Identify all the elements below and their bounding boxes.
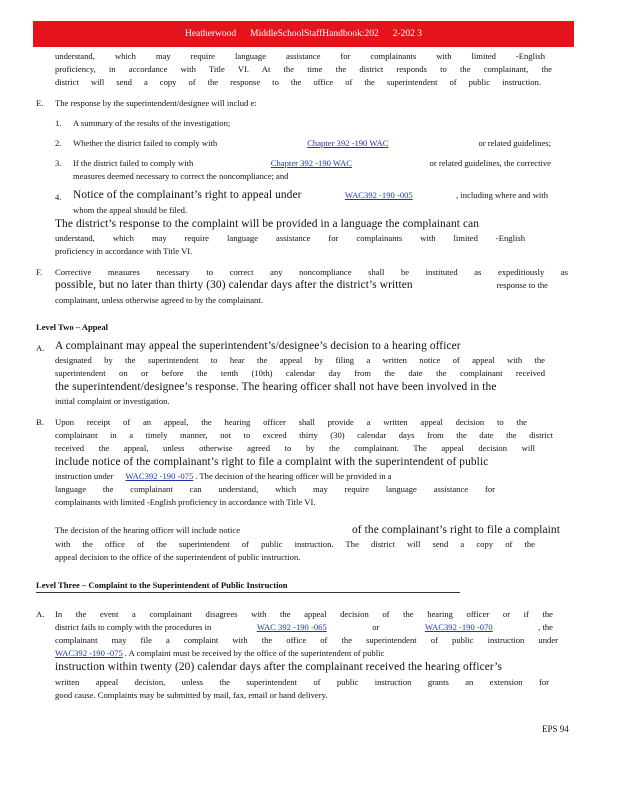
level2-b-line-2: complainant in a timely manner, not to exceed thirty (30) calendar days from the date the district	[55, 430, 553, 440]
level2-b-line-6: language the complainant can understand, which may require language assistance for	[55, 484, 495, 494]
level2-para-line-3: appeal decision to the office of the superintendent of public instruction.	[55, 552, 301, 562]
wac-075-link-2[interactable]: WAC392 -190 -075	[55, 648, 123, 658]
level2-b-line-5-post: . The decision of the hearing officer will be provided in a	[195, 471, 392, 481]
item-3-line-2: measures deemed necessary to correct the noncompliance; and	[73, 171, 289, 181]
level-three-heading: Level Three – Complaint to the Superintendent of Public Instruction	[36, 580, 288, 590]
level3-a-line-7: good cause. Complaints may be submitted by mail, fax, email or hand delivery.	[55, 690, 328, 700]
section-f-line-2	[55, 279, 548, 292]
level2-para-line-1	[55, 524, 560, 537]
level3-a-big: instruction within twenty (20) calendar days after the complainant received the hearing officer’s	[55, 661, 503, 673]
level2-b-line-5-pre: instruction under	[55, 471, 114, 481]
level2-b-marker: B.	[36, 417, 44, 427]
level2-b-line-7: complainants with limited -English proficiency in accordance with Title VI.	[55, 497, 316, 507]
wac-070-link[interactable]: WAC392 -190 -070	[424, 622, 493, 632]
section-f-marker: F.	[36, 267, 43, 277]
level2-b-line-1: Upon receipt of an appeal, the hearing officer shall provide a written appeal decision to the	[55, 417, 527, 427]
item-2-post: or related guidelines;	[478, 138, 551, 148]
level2-b-big: include notice of the complainant’s right to file a complaint with the superintendent of public	[55, 456, 489, 468]
item-2-number: 2.	[55, 138, 62, 148]
wac-075-link-1[interactable]: WAC392 -190 -075	[125, 471, 194, 481]
header-year: 2-202 3	[392, 29, 423, 39]
level2-a-big-1: A complainant may appeal the superintendent’s/designee’s decision to a hearing officer	[55, 340, 461, 352]
level-three-underline	[36, 592, 460, 593]
level2-b-line-5	[55, 471, 547, 482]
item-4-post: , including where and with	[456, 190, 548, 200]
section-f-line-2-tail: response to the	[496, 280, 548, 290]
item-4-number: 4.	[55, 192, 62, 202]
header-title: MiddleSchoolStaffHandbook:202	[250, 29, 379, 39]
item-3-number: 3.	[55, 158, 62, 168]
item-2-pre: Whether the district failed to comply with	[73, 138, 218, 148]
section-e-intro: The response by the superintendent/designee will includ e:	[55, 98, 257, 108]
level2-a-marker: A.	[36, 343, 45, 353]
item-1-number: 1.	[55, 118, 62, 128]
item-1-text: A summary of the results of the investigation;	[73, 118, 231, 128]
level3-a-line-6: written appeal decision, unless the superintendent of public instruction grants an extension for	[55, 677, 549, 687]
top-line-2: proficiency, in accordance with Title VI. At the time the district responds to the complainant, the	[55, 64, 552, 74]
wac-005-link[interactable]: WAC392 -190 -005	[344, 190, 413, 200]
item-4-row	[73, 189, 548, 202]
section-e-marker: E.	[36, 98, 44, 108]
level2-para-line-2: with the office of the superintendent of public instruction. The district will send a copy of the	[55, 539, 535, 549]
handbook-header-banner	[33, 21, 574, 47]
level3-a-line-1: In the event a complainant disagrees with the appeal decision of the hearing officer or if the	[55, 609, 553, 619]
item-2-row	[73, 138, 551, 149]
section-e-after-line-1: understand, which may require language assistance for complainants with limited -English	[55, 233, 525, 243]
item-3-row	[73, 158, 551, 169]
top-line-1: understand, which may require language assistance for complainants with limited -English	[55, 51, 545, 61]
level2-a-line-2: designated by the superintendent to hear the appeal by filing a written notice of appeal with the	[55, 355, 545, 365]
page-number: EPS 94	[542, 724, 569, 734]
section-f-line-3: complainant, unless otherwise agreed to by the complainant.	[55, 295, 263, 305]
level3-a-line-4	[55, 648, 551, 659]
level2-a-line-5: initial complaint or investigation.	[55, 396, 170, 406]
top-line-3: district will send a copy of the response to the office of the superintendent of public instruction.	[55, 77, 541, 87]
section-f-deadline: possible, but no later than thirty (30) calendar days after the district’s written	[55, 279, 413, 291]
level3-a-line-4-post: . A complaint must be received by the office of the superintendent of public	[124, 648, 385, 658]
item-4-line-2: whom the appeal should be filed.	[73, 205, 188, 215]
level3-a-line-2-pre: district fails to comply with the procedures in	[55, 622, 212, 632]
wac-chapter-link-1[interactable]: Chapter 392 -190 WAC	[307, 138, 389, 148]
level3-a-line-2-post: , the	[538, 622, 553, 632]
level2-para-big: of the complainant’s right to file a complaint	[352, 524, 560, 536]
item-3-pre: If the district failed to comply with	[73, 158, 194, 168]
wac-chapter-link-2[interactable]: Chapter 392 -190 WAC	[270, 158, 353, 168]
level3-a-line-2	[55, 622, 553, 633]
item-3-post: or related guidelines, the corrective	[429, 158, 551, 168]
item-4-pre: Notice of the complainant’s right to appeal under	[73, 189, 302, 201]
level-two-heading: Level Two – Appeal	[36, 322, 109, 332]
level3-a-marker: A.	[36, 609, 45, 619]
level3-a-line-3: complainant may file a complaint with the office of the superintendent of public instruction under	[55, 635, 558, 645]
section-e-after-line-2: proficiency in accordance with Title VI.	[55, 246, 193, 256]
level2-a-line-3: superintendent on or before the tenth (10th) calendar day from the date the complainant received	[55, 368, 545, 378]
level2-para-pre: The decision of the hearing officer will include notice	[55, 525, 241, 535]
section-e-language-sentence: The district’s response to the complaint will be provided in a language the complainant can	[55, 218, 480, 230]
level3-a-or: or	[372, 622, 380, 632]
level2-b-line-3: received the appeal, unless otherwise agreed to by the complainant. The appeal decision will	[55, 443, 535, 453]
wac-065-link[interactable]: WAC 392 -190 -065	[256, 622, 327, 632]
header-school: Heatherwood	[184, 29, 237, 39]
level2-a-big-2: the superintendent/designee’s response. The hearing officer shall not have been involved in the	[55, 381, 497, 393]
section-f-line-1: Corrective measures necessary to correct any noncompliance shall be instituted as expeditiously as	[55, 267, 568, 277]
